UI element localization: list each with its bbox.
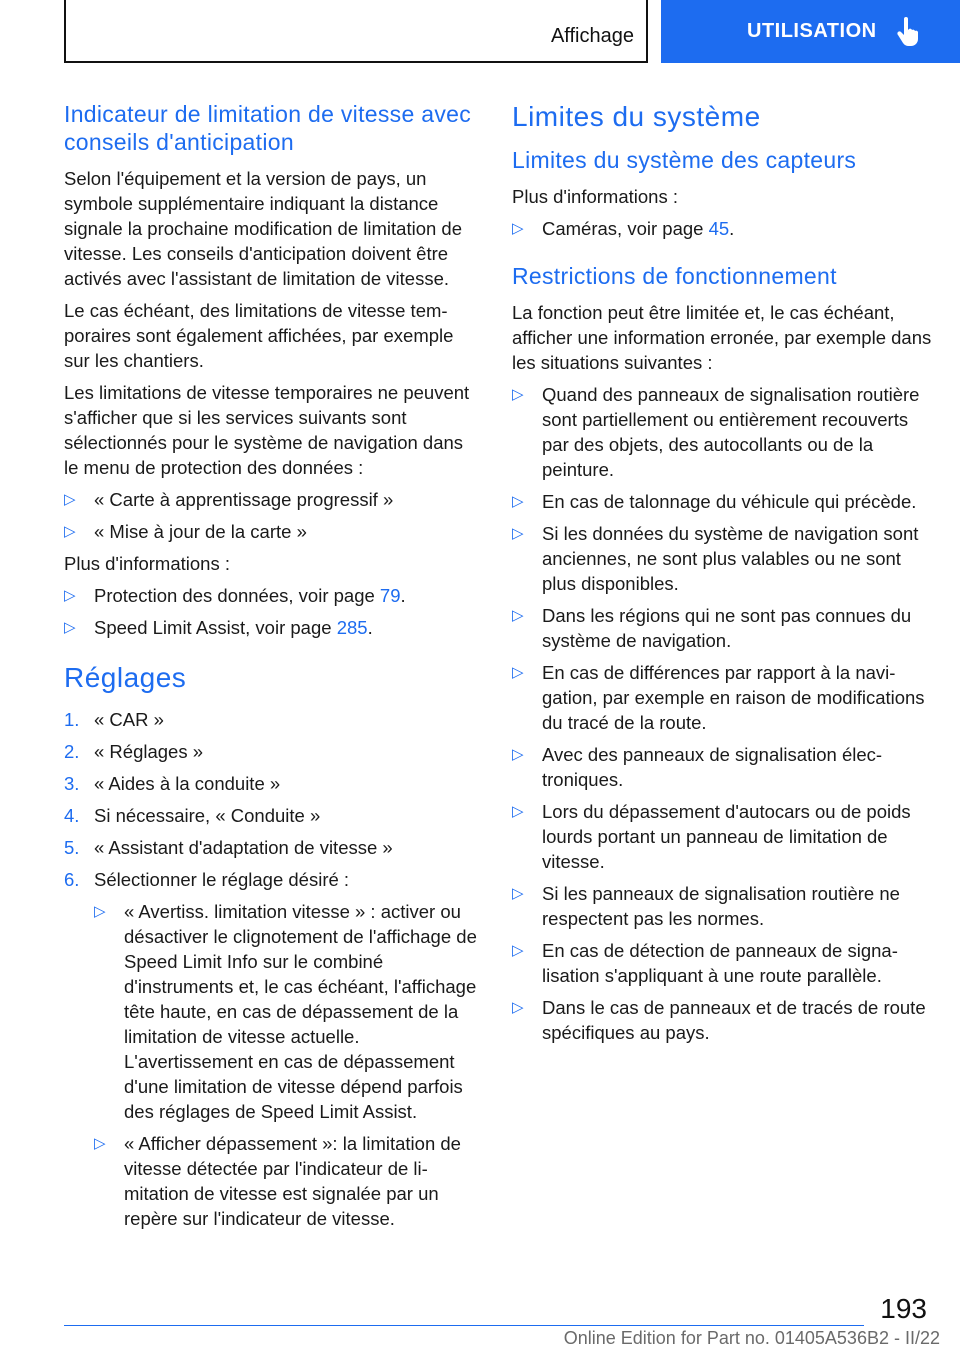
list-item: ▷ « Avertiss. limitation vitesse » : activer ou désactiver le clignotement de l'affichage de Speed Limit Info sur le combiné d'instruments et, le cas échéant, l'affichage tête haute, en cas de dépassement de la limitation de vitesse actuelle. L'avertissement en cas de dépassement d'une limitation de vitesse dépend parfois des réglages de Speed Limit Assist. xyxy=(94,899,479,1124)
step-text: « CAR » xyxy=(94,709,164,730)
paragraph: La fonction peut être limitée et, le cas échéant, afficher une information erronée, par exemple dans les situations suivantes : xyxy=(512,302,932,373)
list-item xyxy=(64,615,479,640)
reference-end: . xyxy=(729,218,735,239)
header-section-title: Affichage xyxy=(550,25,634,47)
footer-edition: Online Edition for Part no. 01405A536B2 - II/22 xyxy=(563,1328,940,1348)
reference-text: Speed Limit Assist, voir page xyxy=(94,617,337,638)
step-text: Sélectionner le réglage désiré : xyxy=(94,869,350,890)
reference-list xyxy=(64,583,479,640)
page-link[interactable]: 285 xyxy=(336,617,368,638)
reference-text: Protection des données, voir page xyxy=(94,585,380,606)
left-column xyxy=(64,100,479,1238)
list-item: ▷ Dans les régions qui ne sont pas connues du système de navigation. xyxy=(512,603,932,653)
step-item xyxy=(64,803,479,828)
hand-pointer-icon xyxy=(897,17,923,47)
list-item: ▷ « Carte à apprentissage progressif » xyxy=(64,487,479,512)
step-number: 3. xyxy=(64,773,80,794)
list-item: ▷ Avec des panneaux de signalisation électroniques. xyxy=(512,742,932,792)
paragraph: Les limitations de vitesse temporaires ne peuvent s'afficher que si les services suivants sont sélectionnés pour le système de navigation dans le menu de protection des données : xyxy=(64,382,470,478)
list-item: ▷ Quand des panneaux de signalisation routière sont partiellement ou entièrement recouverts par des objets, des autocollants ou de la peinture. xyxy=(512,382,932,482)
list-item: ▷ Si les données du système de navigation sont anciennes, ne sont plus valables ou ne sont plus disponibles. xyxy=(512,521,932,596)
paragraph: Selon l'équipement et la version de pays, un symbole supplémentaire indiquant la distance signale la prochaine modification de limitation de vitesse. Les conseils d'anticipation doivent être activés avec l'assistant de limitation de vitesse. xyxy=(64,168,462,289)
step-number: 6. xyxy=(64,869,80,890)
list-item: ▷ En cas de détection de panneaux de signalisation s'appliquant à une route parallèle. xyxy=(512,938,932,988)
list-item xyxy=(64,583,479,608)
step-item xyxy=(64,707,479,732)
step-number: 4. xyxy=(64,805,80,826)
step-item xyxy=(64,867,479,1231)
list-item: ▷ En cas de talonnage du véhicule qui précède. xyxy=(512,489,932,514)
bullet-list xyxy=(64,487,479,544)
page-link[interactable]: 79 xyxy=(379,585,401,606)
footer-divider xyxy=(64,1325,864,1326)
list-item xyxy=(512,216,932,241)
step-item xyxy=(64,835,479,860)
sub-bullet-list xyxy=(94,899,479,1231)
more-info-label: Plus d'informations : xyxy=(64,553,230,574)
step-text: « Aides à la conduite » xyxy=(94,773,281,794)
section-heading: Limites du système des capteurs xyxy=(512,147,857,173)
list-item: ▷ Dans le cas de panneaux et de tracés de route spécifiques au pays. xyxy=(512,995,932,1045)
step-number: 2. xyxy=(64,741,80,762)
step-text: « Réglages » xyxy=(94,741,204,762)
numbered-steps xyxy=(64,707,479,1231)
section-heading: Restrictions de fonctionnement xyxy=(512,263,837,289)
list-item: ▷ En cas de différences par rapport à la navigation, par exemple en raison de modifications du tracé de la route. xyxy=(512,660,932,735)
header-chapter-tab xyxy=(661,0,960,63)
page-link[interactable]: 45 xyxy=(708,218,730,239)
section-heading-settings: Réglages xyxy=(64,662,187,693)
step-item xyxy=(64,771,479,796)
step-number: 5. xyxy=(64,837,80,858)
step-number: 1. xyxy=(64,709,80,730)
header-chapter-label: UTILISATION xyxy=(747,20,877,42)
step-text: « Assistant d'adaptation de vitesse » xyxy=(94,837,393,858)
more-info-label: Plus d'informations : xyxy=(512,186,678,207)
list-item: ▷ Lors du dépassement d'autocars ou de poids lourds portant un panneau de limitation de vitesse. xyxy=(512,799,932,874)
right-column xyxy=(512,100,932,1052)
section-heading: Indicateur de limitation de vitesse avec conseils d'anticipation xyxy=(64,101,472,155)
list-item: ▷ « Afficher dépassement »: la limitation de vitesse détectée par l'indicateur de limitation de vitesse est signalée par un repère sur l'indicateur de vitesse. xyxy=(94,1131,479,1231)
section-title: Limites du système xyxy=(512,101,761,132)
page-number: 193 xyxy=(880,1293,927,1324)
step-item xyxy=(64,739,479,764)
reference-text: Caméras, voir page xyxy=(542,218,709,239)
list-item: ▷ Si les panneaux de signalisation routière ne respectent pas les normes. xyxy=(512,881,932,931)
paragraph: Le cas échéant, des limitations de vitesse temporaires sont également affichées, par exemple sur les chantiers. xyxy=(64,300,454,371)
bullet-list xyxy=(512,382,932,1045)
list-item: ▷ « Mise à jour de la carte » xyxy=(64,519,479,544)
reference-end: . xyxy=(367,617,373,638)
reference-list xyxy=(512,216,932,241)
reference-end: . xyxy=(400,585,406,606)
step-text: Si nécessaire, « Conduite » xyxy=(94,805,321,826)
